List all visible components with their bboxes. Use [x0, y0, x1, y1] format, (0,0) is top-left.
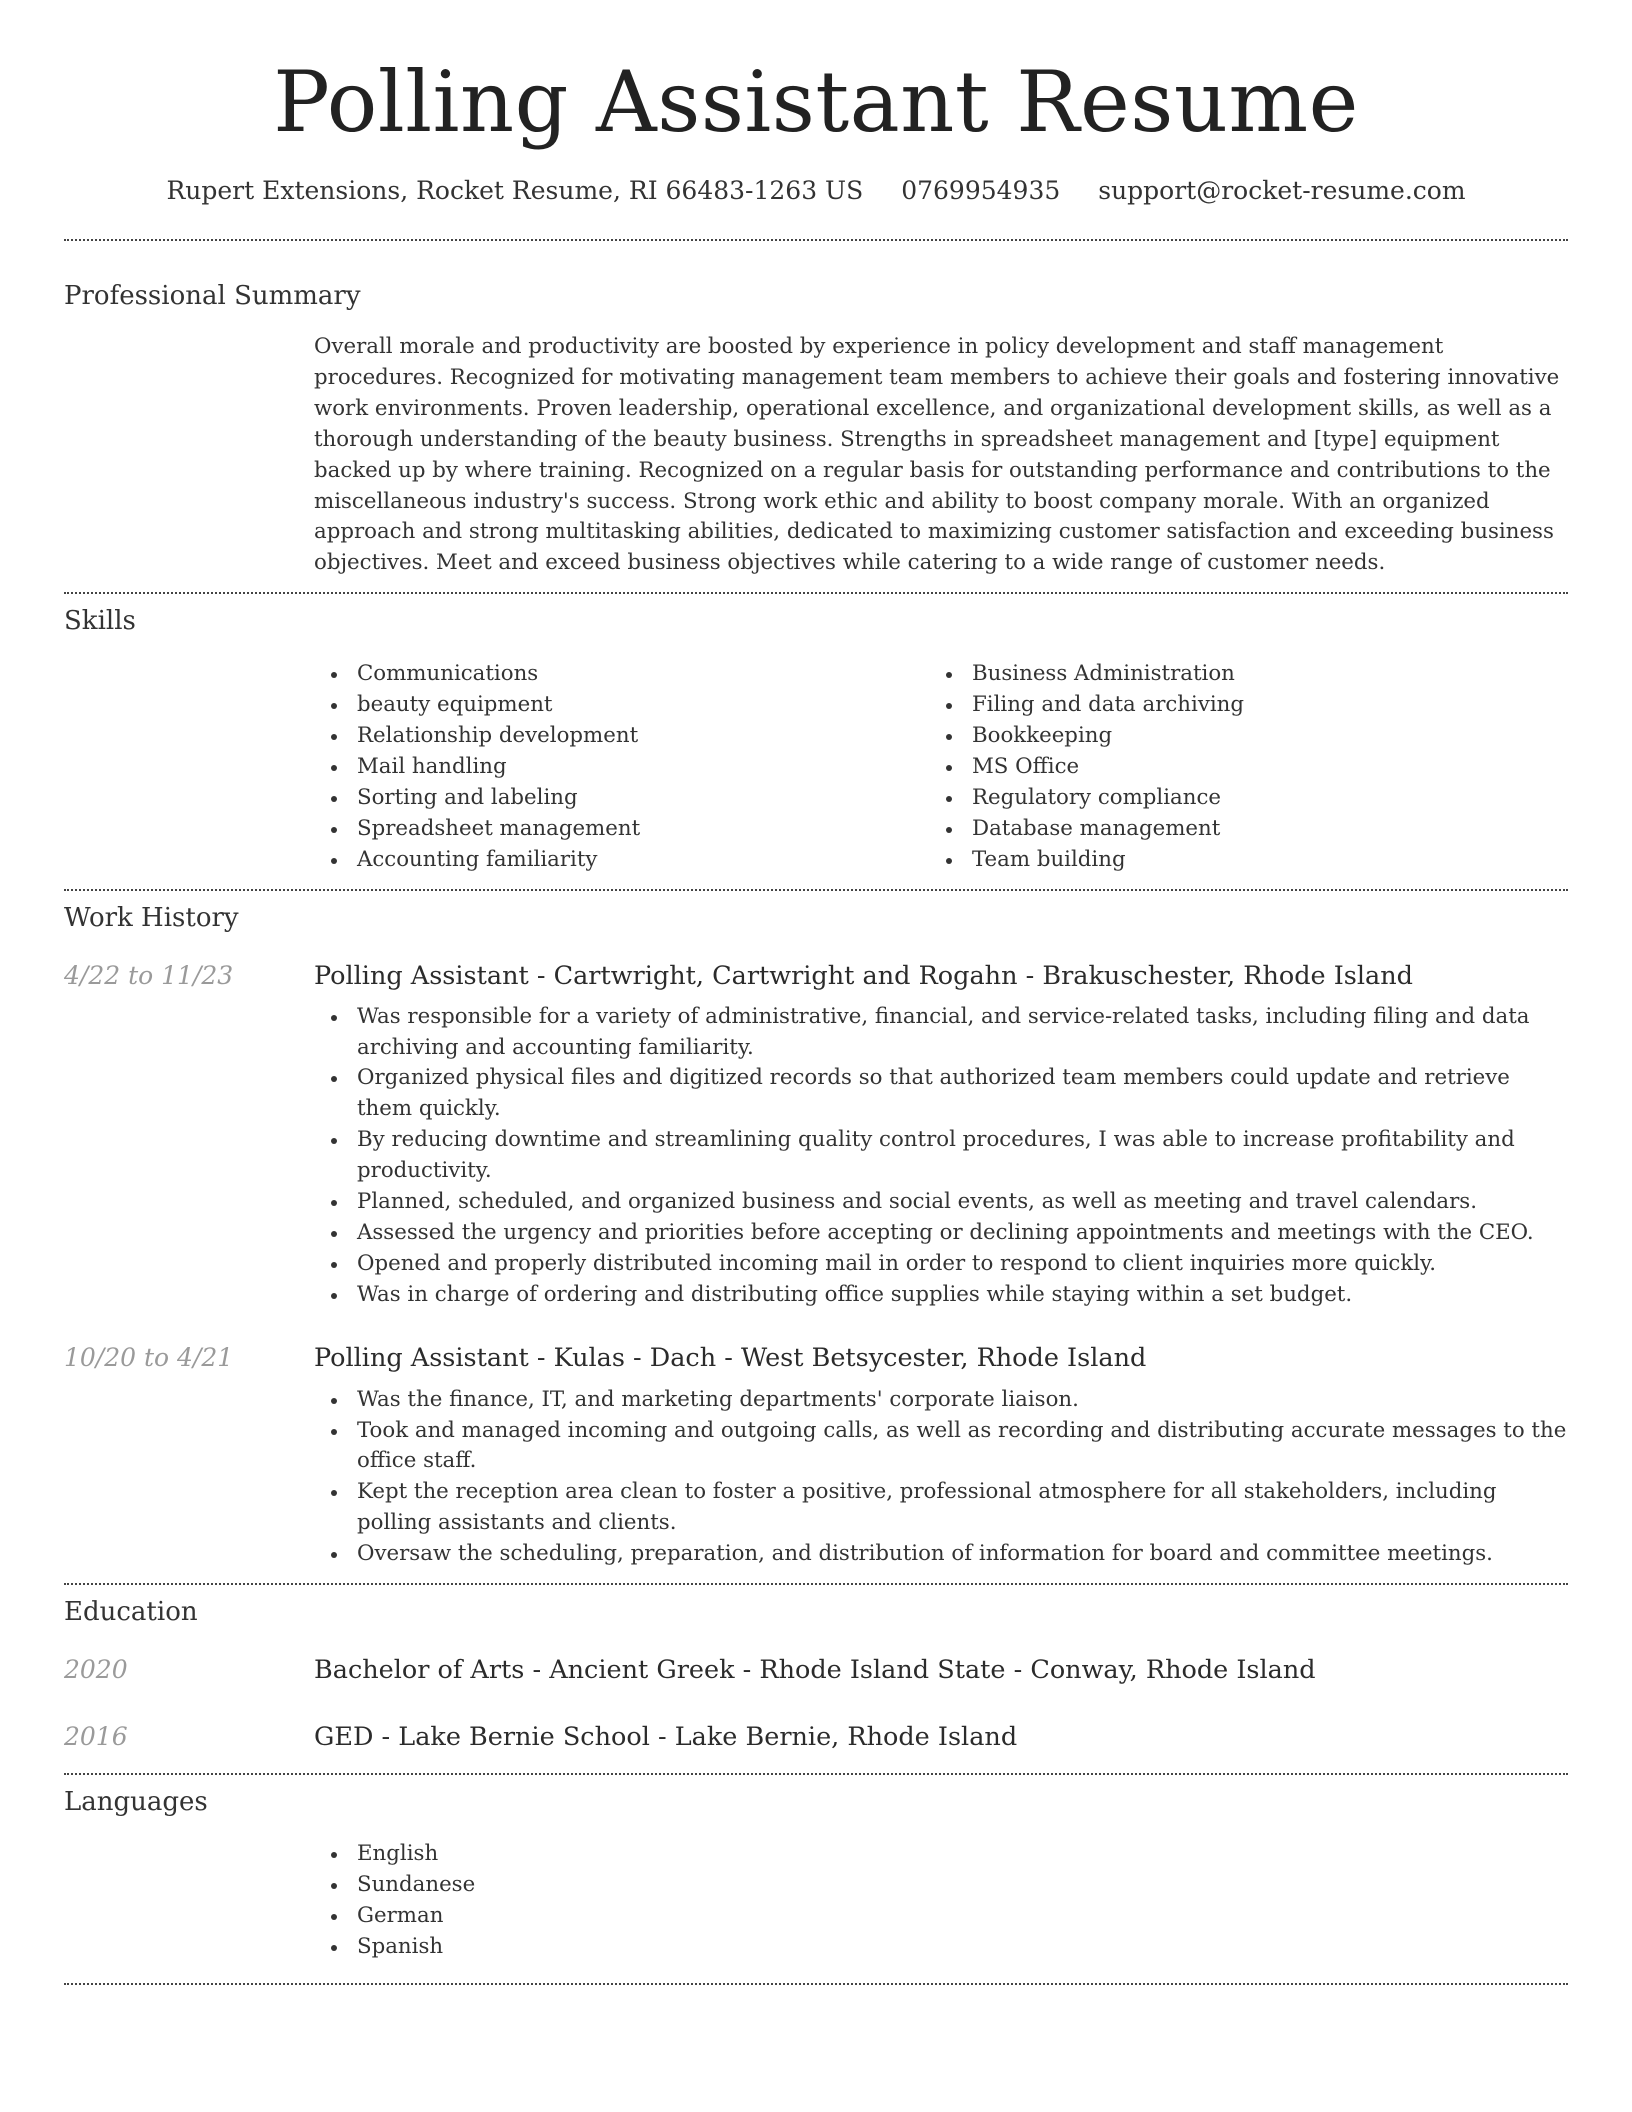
education-section	[64, 1595, 1568, 1754]
summary-title: Professional Summary	[64, 281, 361, 311]
skill-item: Database management	[929, 814, 1544, 845]
resume-title: Polling Assistant Resume	[273, 53, 1359, 151]
job-date: 10/20 to 4/21	[64, 1342, 234, 1372]
skill-item: Sorting and labeling	[314, 783, 929, 814]
summary-text: Overall morale and productivity are boosted by experience in policy development and staff management procedures. Recognized for motivating management team members to achieve their goals and fostering innovative work environments. Proven leadership, operational excellence, and organizational development skills, as well as a thorough understanding of the beauty business. Strengths in spreadsheet management and [type] equipment backed up by where training. Recognized on a regular basis for outstanding performance and contributions to the miscellaneous industry's success. Strong work ethic and ability to boost company morale. With an organized approach and strong multitasking abilities, dedicated to maximizing customer satisfaction and exceeding business objectives. Meet and exceed business objectives while catering to a wide range of customer needs.	[314, 334, 1560, 576]
skill-item: Relationship development	[314, 721, 929, 752]
job-bullets	[314, 1002, 1568, 1311]
education-entry	[64, 1720, 1568, 1754]
divider	[64, 889, 1568, 891]
education-date: 2020	[64, 1655, 128, 1685]
language-item: English	[314, 1839, 1568, 1870]
skill-item: Regulatory compliance	[929, 783, 1544, 814]
job-entry	[64, 959, 1568, 1311]
job-bullet: Planned, scheduled, and organized business and social events, as well as meeting and travel calendars.	[314, 1187, 1568, 1218]
languages-title: Languages	[64, 1787, 208, 1818]
divider	[64, 1773, 1568, 1775]
skills-section	[64, 604, 1568, 875]
education-heading: Bachelor of Arts - Ancient Greek - Rhode Island State - Conway, Rhode Island	[314, 1655, 1316, 1686]
skill-item: Team building	[929, 845, 1544, 876]
language-item: Spanish	[314, 1932, 1568, 1963]
education-entry	[64, 1653, 1568, 1687]
contact-email: support@rocket-resume.com	[1098, 176, 1466, 205]
job-bullet: Opened and properly distributed incoming mail in order to respond to client inquiries more quickly.	[314, 1249, 1568, 1280]
languages-section	[64, 1785, 1568, 1963]
contact-phone: 0769954935	[901, 176, 1061, 205]
job-bullet: By reducing downtime and streamlining quality control procedures, I was able to increase profitability and productivity.	[314, 1125, 1568, 1187]
skill-item: Business Administration	[929, 659, 1544, 690]
work-history-title: Work History	[64, 902, 239, 933]
contact-address: Rupert Extensions, Rocket Resume, RI 66483-1263 US	[166, 176, 864, 205]
education-date: 2016	[64, 1722, 128, 1752]
summary-section	[64, 279, 1568, 579]
resume-page	[64, 0, 1568, 1985]
skill-item: MS Office	[929, 752, 1544, 783]
work-history-section	[64, 901, 1568, 1571]
job-bullet: Was the finance, IT, and marketing departments' corporate liaison.	[314, 1385, 1568, 1416]
skills-title: Skills	[64, 606, 136, 637]
education-title: Education	[64, 1597, 198, 1628]
job-bullet: Organized physical files and digitized records so that authorized team members could update and retrieve them quickly.	[314, 1063, 1568, 1125]
skill-item: Mail handling	[314, 752, 929, 783]
skill-item: beauty equipment	[314, 690, 929, 721]
divider	[64, 239, 1568, 241]
job-bullet: Assessed the urgency and priorities before accepting or declining appointments and meetings with the CEO.	[314, 1218, 1568, 1249]
divider	[64, 592, 1568, 594]
job-bullet: Kept the reception area clean to foster a positive, professional atmosphere for all stakeholders, including polling assistants and clients.	[314, 1477, 1568, 1539]
skill-item: Communications	[314, 659, 929, 690]
job-heading: Polling Assistant - Cartwright, Cartwright and Rogahn - Brakuschester, Rhode Island	[314, 960, 1414, 991]
divider	[64, 1983, 1568, 1985]
divider	[64, 1583, 1568, 1585]
languages-list	[314, 1839, 1568, 1963]
job-bullet: Oversaw the scheduling, preparation, and distribution of information for board and committee meetings.	[314, 1539, 1568, 1570]
skill-item: Bookkeeping	[929, 721, 1544, 752]
skills-list-right	[929, 659, 1544, 875]
contact-line	[64, 174, 1568, 208]
skills-list-left	[314, 659, 929, 875]
skill-item: Accounting familiarity	[314, 845, 929, 876]
education-heading: GED - Lake Bernie School - Lake Bernie, Rhode Island	[314, 1722, 1018, 1753]
job-bullets	[314, 1385, 1568, 1570]
language-item: German	[314, 1901, 1568, 1932]
job-bullet: Was responsible for a variety of administrative, financial, and service-related tasks, including filing and data archiving and accounting familiarity.	[314, 1002, 1568, 1064]
job-entry	[64, 1341, 1568, 1570]
skill-item: Spreadsheet management	[314, 814, 929, 845]
skills-grid	[314, 659, 1568, 875]
language-item: Sundanese	[314, 1870, 1568, 1901]
skill-item: Filing and data archiving	[929, 690, 1544, 721]
job-bullet: Was in charge of ordering and distributing office supplies while staying within a set budget.	[314, 1280, 1568, 1311]
job-heading: Polling Assistant - Kulas - Dach - West Betsycester, Rhode Island	[314, 1342, 1147, 1373]
job-date: 4/22 to 11/23	[64, 960, 234, 990]
job-bullet: Took and managed incoming and outgoing calls, as well as recording and distributing accurate messages to the office staff.	[314, 1416, 1568, 1478]
